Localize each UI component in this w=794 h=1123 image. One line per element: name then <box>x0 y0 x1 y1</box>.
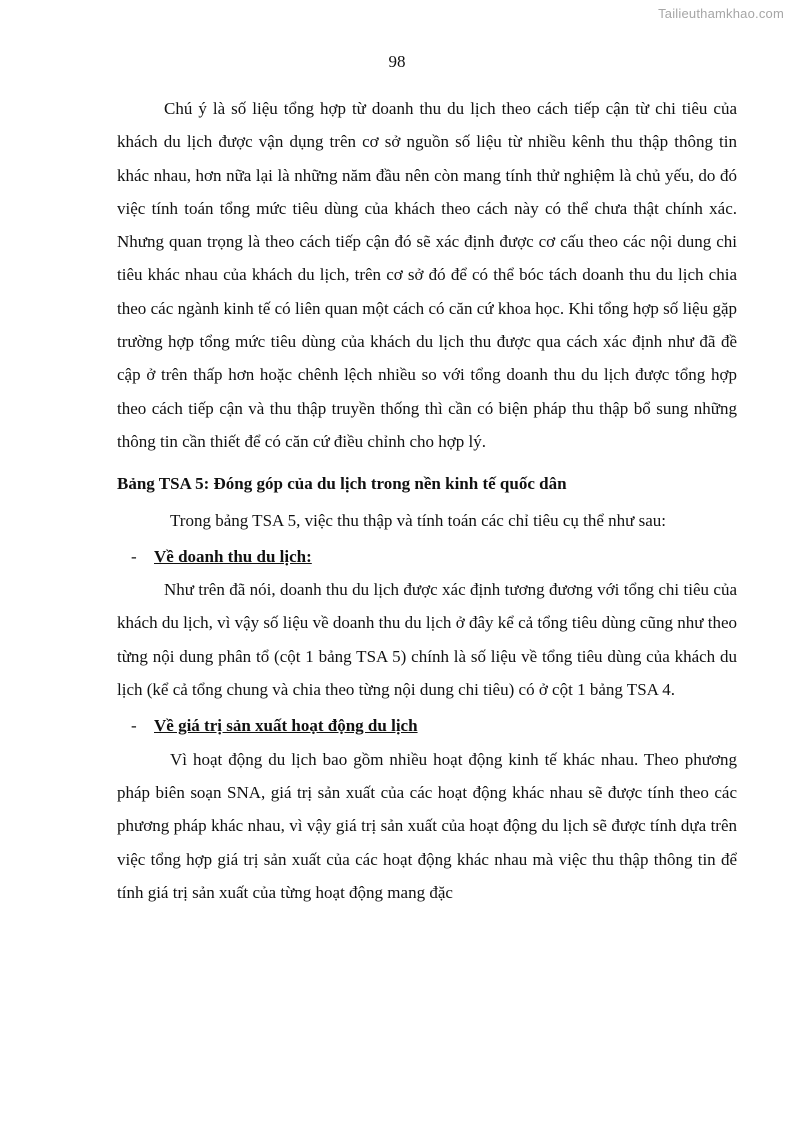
section-production-title: Về giá trị sản xuất hoạt động du lịch <box>154 716 418 736</box>
page-number: 98 <box>388 52 406 71</box>
watermark: Tailieuthamkhao.com <box>658 6 784 21</box>
section-revenue <box>117 540 737 706</box>
section-production-value <box>117 709 737 909</box>
paragraph-note: Chú ý là số liệu tổng hợp từ doanh thu du lịch theo cách tiếp cận từ chi tiêu của khách du lịch được vận dụng trên cơ sở nguồn số liệu từ nhiều kênh thu thập thông tin khác nhau, hơn nữa lại là những năm đầu nên còn mang tính thử nghiệm là chủ yếu, do đó việc tính toán tổng mức tiêu dùng của khách theo cách này có thể chưa thật chính xác. Nhưng quan trọng là theo cách tiếp cận đó sẽ xác định được cơ cấu theo các nội dung chi tiêu khác nhau của khách du lịch, trên cơ sở đó để có thể bóc tách doanh thu du lịch chia theo các ngành kinh tế có liên quan một cách có căn cứ khoa học. Khi tổng hợp số liệu gặp trường hợp tổng mức tiêu dùng của khách du lịch thu được qua cách xác định như đã đề cập ở trên thấp hơn hoặc chênh lệch nhiều so với tổng doanh thu du lịch được tổng hợp theo cách tiếp cận và thu thập truyền thống thì cần có biện pháp thu thập bổ sung những thông tin cần thiết để có căn cứ điều chỉnh cho hợp lý. <box>117 99 737 451</box>
bullet-dash: - <box>131 546 137 566</box>
document-body <box>117 92 737 909</box>
section-production-heading <box>117 709 737 742</box>
intro-paragraph: Trong bảng TSA 5, việc thu thập và tính toán các chỉ tiêu cụ thể như sau: <box>170 510 666 530</box>
section-revenue-title: Về doanh thu du lịch: <box>154 546 312 566</box>
bullet-dash: - <box>131 716 137 736</box>
table-heading: Bảng TSA 5: Đóng góp của du lịch trong nền kinh tế quốc dân <box>117 474 567 494</box>
section-production-body: Vì hoạt động du lịch bao gồm nhiều hoạt động kinh tế khác nhau. Theo phương pháp biên soạn SNA, giá trị sản xuất của các hoạt động khác nhau sẽ được tính theo các phương pháp khác nhau, vì vậy giá trị sản xuất của hoạt động du lịch sẽ được tính dựa trên việc tổng hợp giá trị sản xuất của các hoạt động khác nhau mà việc thu thập thông tin để tính giá trị sản xuất của từng hoạt động mang đặc <box>117 749 737 902</box>
section-revenue-heading <box>117 540 737 573</box>
section-revenue-body: Như trên đã nói, doanh thu du lịch được xác định tương đương với tổng chi tiêu của khách du lịch, vì vậy số liệu về doanh thu du lịch ở đây kể cả tổng tiêu dùng cũng như theo từng nội dung phân tổ (cột 1 bảng TSA 5) chính là số liệu về tổng tiêu dùng của khách du lịch (kể cả tổng chung và chia theo từng nội dung chi tiêu) có ở cột 1 bảng TSA 4. <box>117 580 737 700</box>
